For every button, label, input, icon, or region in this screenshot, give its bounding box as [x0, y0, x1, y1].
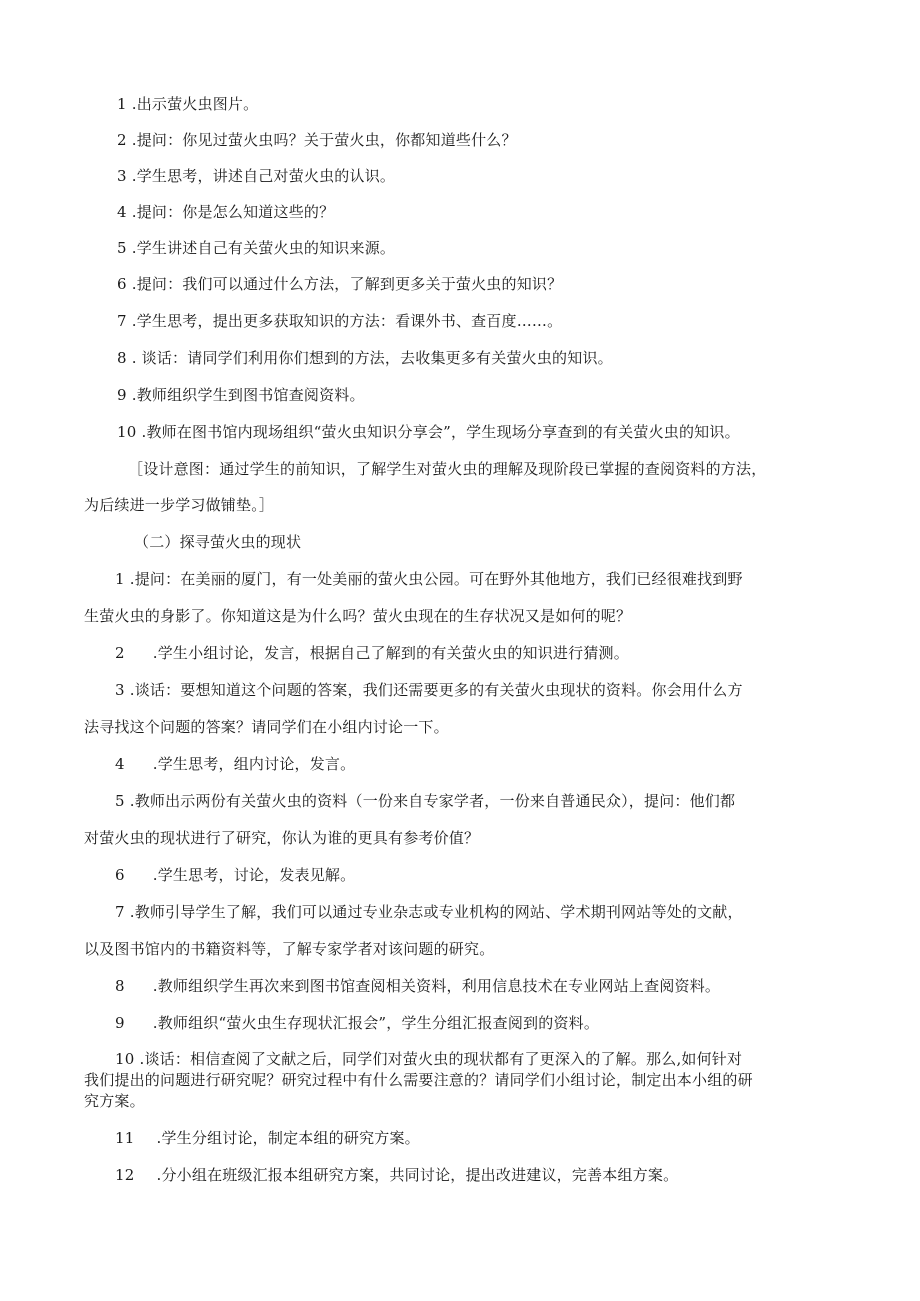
item-separator: .: [126, 95, 137, 113]
list-item: [115, 865, 355, 885]
item-text: 学生思考，讲述自己对萤火虫的认识。: [136, 167, 396, 185]
item-text: 提问：你是怎么知道这些的？: [136, 203, 335, 221]
item-number: 8: [117, 349, 127, 367]
list-item-continuation: 生萤火虫的身影了。你知道这是为什么吗？萤火虫现在的生存状况又是如何的呢？: [84, 607, 632, 625]
list-item-continuation: 以及图书馆内的书籍资料等，了解专家学者对该问题的研究。: [84, 940, 495, 958]
item-text-body: 教师组织学生再次来到图书馆查阅相关资料，利用信息技术在专业网站上查阅资料。: [157, 977, 721, 995]
list-item: [117, 422, 740, 442]
item-number: 7: [115, 903, 125, 921]
list-item: [117, 166, 395, 186]
list-item: [115, 791, 735, 811]
item-text: .学生小组讨论，发言，根据自己了解到的有关萤火虫的知识进行猜测。: [152, 644, 629, 662]
item-number: 2: [117, 131, 127, 149]
item-text: 提问：在美丽的厦门，有一处美丽的萤火虫公园。可在野外其他地方，我们已经很难找到野: [134, 570, 743, 588]
list-item: [115, 976, 720, 996]
item-separator: .: [134, 1050, 145, 1068]
item-text: .学生分组讨论，制定本组的研究方案。: [156, 1129, 420, 1147]
item-number: 1: [117, 95, 127, 113]
item-number: 4: [117, 203, 127, 221]
item-text: .学生思考，讨论，发表见解。: [152, 866, 356, 884]
list-item: [115, 754, 355, 774]
list-item: [115, 680, 743, 700]
item-text: 教师出示两份有关萤火虫的资料（一份来自专家学者，一份来自普通民众），提问：他们都: [134, 792, 736, 810]
item-text-body: 学生分组讨论，制定本组的研究方案。: [161, 1129, 420, 1147]
item-separator: .: [126, 239, 137, 257]
item-number: 1: [115, 570, 125, 588]
list-item-continuation: 究方案。: [84, 1092, 145, 1110]
item-separator: .: [126, 167, 137, 185]
item-text: 教师组织学生到图书馆查阅资料。: [136, 386, 365, 404]
item-number: 3: [117, 167, 127, 185]
list-item: [115, 569, 743, 589]
item-text: 出示萤火虫图片。: [136, 95, 259, 113]
design-intent-line-1: ［设计意图：通过学生的前知识，了解学生对萤火虫的理解及现阶段已掌握的查阅资料的方法，: [128, 460, 767, 478]
list-item: [117, 94, 258, 114]
item-text: 谈话：要想知道这个问题的答案，我们还需要更多的有关萤火虫现状的资料。你会用什么方: [134, 681, 743, 699]
item-number: 9: [117, 386, 127, 404]
item-number: 9: [115, 1014, 125, 1032]
list-item: [115, 1049, 742, 1069]
item-separator: .: [124, 570, 135, 588]
list-item: [117, 385, 365, 405]
section-heading: （二）探寻萤火虫的现状: [134, 533, 302, 551]
item-number: 5: [115, 792, 125, 810]
item-text: 教师引导学生了解，我们可以通过专业杂志或专业机构的网站、学术期刊网站等处的文献，: [134, 903, 743, 921]
item-number: 11: [115, 1129, 135, 1147]
item-number: 7: [117, 312, 127, 330]
item-number: 5: [117, 239, 127, 257]
list-item: [115, 1013, 599, 1033]
item-text-body: 学生思考，组内讨论，发言。: [157, 755, 356, 773]
item-separator: .: [124, 792, 135, 810]
list-item: [117, 348, 613, 368]
list-item-continuation: 法寻找这个问题的答案？请同学们在小组内讨论一下。: [84, 718, 449, 736]
item-text: .教师组织学生再次来到图书馆查阅相关资料，利用信息技术在专业网站上查阅资料。: [152, 977, 721, 995]
item-text-body: 分小组在班级汇报本组研究方案，共同讨论，提出改进建议，完善本组方案。: [161, 1166, 679, 1184]
design-intent-line-2: 为后续进一步学习做铺垫。］: [84, 496, 275, 514]
item-text: .分小组在班级汇报本组研究方案，共同讨论，提出改进建议，完善本组方案。: [156, 1166, 679, 1184]
item-separator: .: [126, 203, 137, 221]
item-separator: .: [126, 349, 142, 367]
item-text-body: 学生思考，讨论，发表见解。: [157, 866, 356, 884]
item-separator: .: [124, 681, 135, 699]
list-item: [117, 238, 395, 258]
list-item: [117, 202, 334, 222]
item-separator: .: [124, 903, 135, 921]
list-item: [115, 643, 629, 663]
item-separator: .: [126, 131, 137, 149]
list-item: [117, 274, 562, 294]
item-text: .教师组织“萤火虫生存现状汇报会”，学生分组汇报查阅到的资料。: [152, 1014, 600, 1032]
item-text: .学生思考，组内讨论，发言。: [152, 755, 356, 773]
item-number: 12: [115, 1166, 135, 1184]
list-item: [115, 1128, 420, 1148]
list-item: [115, 902, 743, 922]
list-item-continuation: 对萤火虫的现状进行了研究，你认为谁的更具有参考价值？: [84, 829, 480, 847]
item-text: 谈话：相信查阅了文献之后，同学们对萤火虫的现状都有了更深入的了解。那么,如何针对: [144, 1050, 743, 1068]
item-number: 6: [115, 866, 125, 884]
item-text: 学生讲述自己有关萤火虫的知识来源。: [136, 239, 396, 257]
item-text: 提问：你见过萤火虫吗？关于萤火虫，你都知道些什么？: [136, 131, 517, 149]
item-text: 教师在图书馆内现场组织“萤火虫知识分享会”，学生现场分享查到的有关萤火虫的知识。: [146, 423, 740, 441]
list-item: [115, 1165, 678, 1185]
list-item-continuation: 我们提出的问题进行研究呢？研究过程中有什么需要注意的？请同学们小组讨论，制定出本小组的研: [84, 1071, 753, 1089]
item-text: 提问：我们可以通过什么方法，了解到更多关于萤火虫的知识？: [136, 275, 563, 293]
list-item: [117, 311, 562, 331]
item-separator: .: [126, 312, 137, 330]
item-separator: .: [136, 423, 147, 441]
item-text: 谈话：请同学们利用你们想到的方法，去收集更多有关萤火虫的知识。: [141, 349, 613, 367]
item-text-body: 学生小组讨论，发言，根据自己了解到的有关萤火虫的知识进行猜测。: [157, 644, 629, 662]
item-number: 10: [115, 1050, 135, 1068]
item-number: 3: [115, 681, 125, 699]
item-number: 2: [115, 644, 125, 662]
item-text-body: 教师组织“萤火虫生存现状汇报会”，学生分组汇报查阅到的资料。: [157, 1014, 600, 1032]
item-separator: .: [126, 386, 137, 404]
item-text: 学生思考，提出更多获取知识的方法：看课外书、查百度……。: [136, 312, 563, 330]
item-number: 10: [117, 423, 137, 441]
list-item: [117, 130, 517, 150]
item-separator: .: [126, 275, 137, 293]
item-number: 8: [115, 977, 125, 995]
item-number: 4: [115, 755, 125, 773]
item-number: 6: [117, 275, 127, 293]
